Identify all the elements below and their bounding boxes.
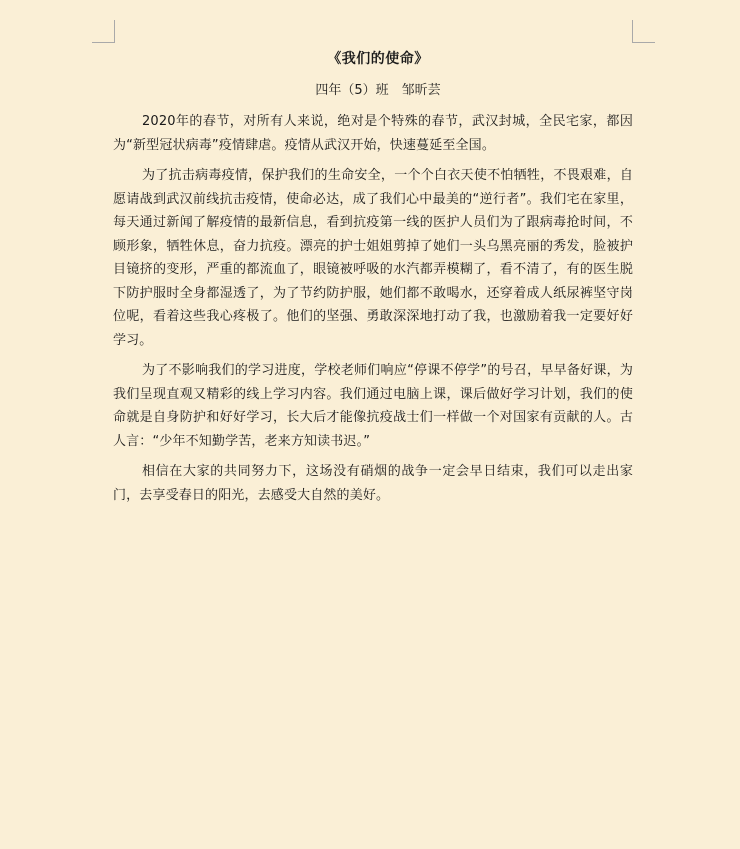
paragraph: 2020年的春节，对所有人来说，绝对是个特殊的春节，武汉封城，全民宅家，都因为“新型冠状病毒”疫情肆虐。疫情从武汉开始，快速蔓延至全国。 bbox=[113, 114, 633, 153]
paragraph: 为了不影响我们的学习进度，学校老师们响应“停课不停学”的号召，早早备好课，为我们呈现直观又精彩的线上学习内容。我们通过电脑上课，课后做好学习计划，我们的使命就是自身防护和好好学习，长大后才能像抗疫战士们一样做一个对国家有贡献的人。古人言：“少年不知勤学苦，老来方知读书迟。” bbox=[113, 363, 633, 449]
crop-mark-top-right bbox=[632, 20, 655, 43]
document-title: 《我们的使命》 bbox=[327, 51, 429, 67]
document-body[interactable] bbox=[113, 49, 633, 507]
document-byline: 四年（5）班 邹昕芸 bbox=[315, 83, 441, 98]
crop-mark-top-left bbox=[92, 20, 115, 43]
paragraph: 为了抗击病毒疫情，保护我们的生命安全，一个个白衣天使不怕牺牲，不畏艰难，自愿请战到武汉前线抗击疫情，使命必达，成了我们心中最美的“逆行者”。我们宅在家里，每天通过新闻了解疫情的最新信息，看到抗疫第一线的医护人员们为了跟病毒抢时间，不顾形象，牺牲休息，奋力抗疫。漂亮的护士姐姐剪掉了她们一头乌黑亮丽的秀发，脸被护目镜挤的变形，严重的都流血了，眼镜被呼吸的水汽都弄模糊了，看不清了，有的医生脱下防护服时全身都湿透了，为了节约防护服，她们都不敢喝水，还穿着成人纸尿裤坚守岗位呢，看着这些我心疼极了。他们的坚强、勇敢深深地打动了我，也激励着我一定要好好学习。 bbox=[113, 168, 633, 348]
paragraph: 相信在大家的共同努力下，这场没有硝烟的战争一定会早日结束，我们可以走出家门，去享受春日的阳光，去感受大自然的美好。 bbox=[113, 464, 633, 503]
